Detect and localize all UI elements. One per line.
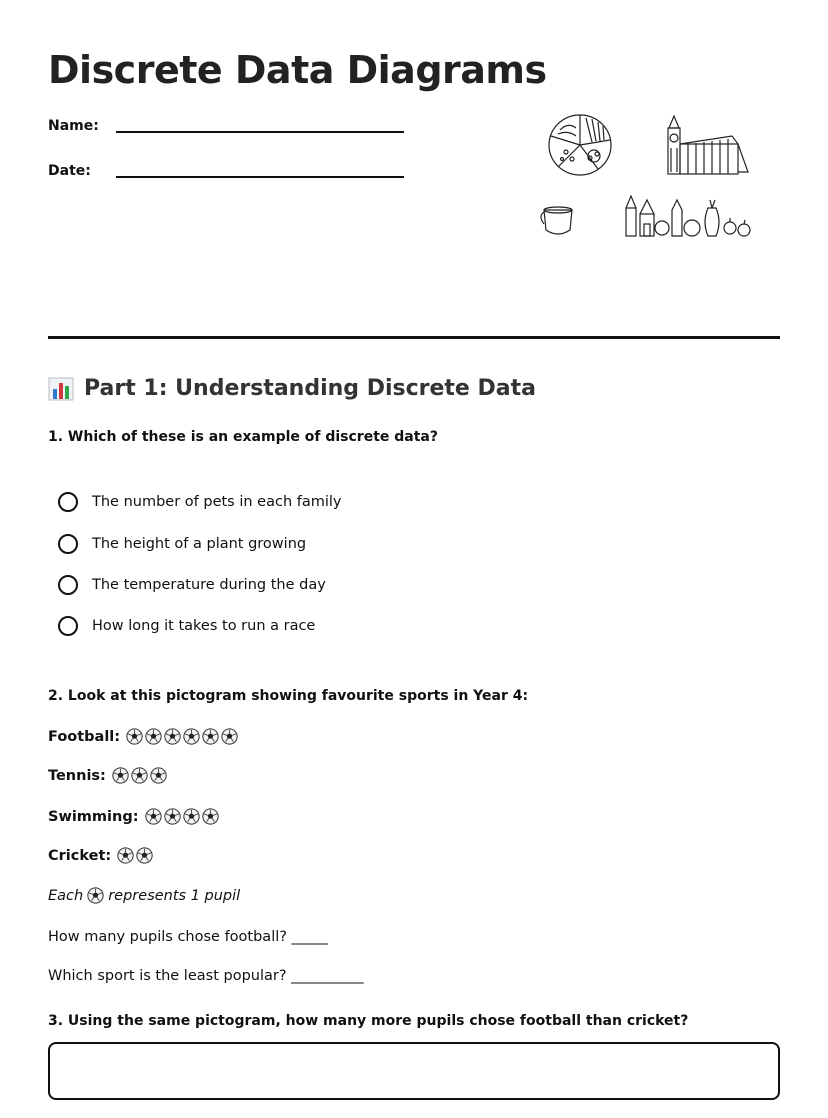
pictogram-row-cricket — [48, 847, 153, 864]
option-label: The temperature during the day — [92, 577, 326, 593]
football-icon — [150, 767, 167, 784]
football-icon — [145, 808, 162, 825]
football-icon — [145, 728, 162, 745]
pictogram-row-swimming — [48, 808, 219, 825]
football-icon — [202, 808, 219, 825]
name-line[interactable] — [116, 131, 404, 133]
pictogram-row-tennis — [48, 767, 167, 784]
football-icon — [164, 728, 181, 745]
football-icon — [136, 847, 153, 864]
row-label: Tennis: — [48, 767, 106, 784]
key-prefix: Each — [48, 887, 84, 904]
bar-chart-icon — [48, 377, 74, 401]
question-2: 2. Look at this pictogram showing favourite sports in Year 4: — [48, 688, 529, 704]
page-title: Discrete Data Diagrams — [48, 48, 547, 92]
sub-question-least-popular: Which sport is the least popular? __________ — [48, 968, 364, 984]
name-label: Name: — [48, 118, 99, 134]
radio-button[interactable] — [58, 575, 78, 595]
football-icon — [112, 767, 129, 784]
football-icon — [117, 847, 134, 864]
buildings-and-fruit-icon — [622, 194, 756, 238]
pictogram-key — [48, 887, 240, 904]
date-label: Date: — [48, 163, 91, 179]
question-3: 3. Using the same pictogram, how many more pupils chose football than cricket? — [48, 1013, 689, 1029]
pictogram-row-football — [48, 728, 238, 745]
pie-chart-food-icon — [546, 112, 618, 178]
option-label: The number of pets in each family — [92, 494, 342, 510]
jug-icon — [538, 204, 580, 238]
question-1: 1. Which of these is an example of discrete data? — [48, 429, 438, 445]
option-plant-height[interactable] — [58, 534, 306, 554]
key-suffix: represents 1 pupil — [108, 887, 241, 904]
name-field — [48, 118, 99, 134]
football-icon — [202, 728, 219, 745]
part-1-heading — [48, 376, 536, 401]
radio-button[interactable] — [58, 534, 78, 554]
football-icon — [183, 808, 200, 825]
sub-question-football: How many pupils chose football? _____ — [48, 929, 328, 945]
football-icon — [164, 808, 181, 825]
big-ben-bridge-icon — [662, 114, 752, 176]
answer-box[interactable] — [48, 1042, 780, 1100]
football-icon — [221, 728, 238, 745]
football-icon — [126, 728, 143, 745]
date-field — [48, 163, 91, 179]
radio-button[interactable] — [58, 492, 78, 512]
football-icon — [131, 767, 148, 784]
option-pets[interactable] — [58, 492, 342, 512]
part-1-title: Part 1: Understanding Discrete Data — [84, 376, 536, 401]
section-divider — [48, 336, 780, 339]
option-race-time[interactable] — [58, 616, 315, 636]
row-label: Football: — [48, 728, 121, 745]
football-icon — [183, 728, 200, 745]
date-line[interactable] — [116, 176, 404, 178]
row-label: Cricket: — [48, 847, 112, 864]
radio-button[interactable] — [58, 616, 78, 636]
row-label: Swimming: — [48, 808, 139, 825]
option-temperature[interactable] — [58, 575, 326, 595]
option-label: How long it takes to run a race — [92, 618, 316, 634]
option-label: The height of a plant growing — [92, 536, 307, 552]
football-icon — [87, 887, 104, 904]
